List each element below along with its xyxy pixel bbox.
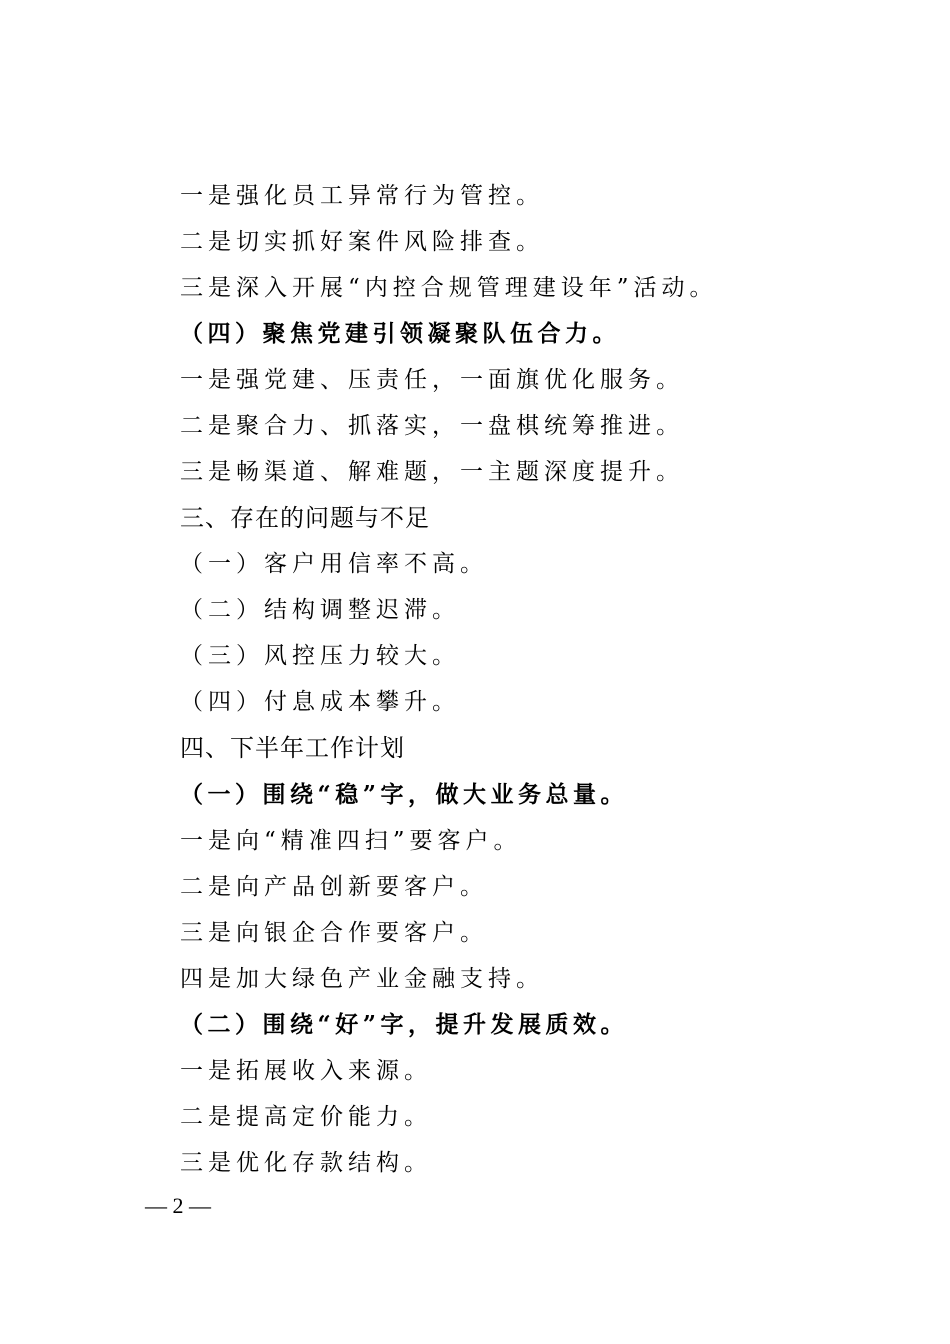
body-line: 三是优化存款结构。: [180, 1150, 432, 1176]
body-line: 二是聚合力、抓落实，一盘棋统筹推进。: [180, 413, 684, 439]
body-line: （一）客户用信率不高。: [180, 551, 488, 577]
body-line: （三）风控压力较大。: [180, 643, 460, 669]
section-heading: 四、下半年工作计划: [180, 734, 405, 762]
section-heading: 三、存在的问题与不足: [180, 504, 430, 532]
subsection-heading: （四）聚焦党建引领凝聚队伍合力。: [180, 320, 620, 347]
body-line: 二是切实抓好案件风险排查。: [180, 229, 544, 255]
subsection-heading: （二）围绕“好”字，提升发展质效。: [180, 1011, 628, 1038]
body-line: 三是向银企合作要客户。: [180, 920, 488, 946]
body-line: 一是强化员工异常行为管控。: [180, 183, 544, 209]
body-line: 一是强党建、压责任，一面旗优化服务。: [180, 367, 684, 393]
body-line: （二）结构调整迟滞。: [180, 597, 460, 623]
body-line: （四）付息成本攀升。: [180, 689, 460, 715]
body-line: 一是向“精准四扫”要客户。: [180, 828, 522, 854]
body-line: 二是向产品创新要客户。: [180, 874, 488, 900]
body-line: 三是深入开展“内控合规管理建设年”活动。: [180, 275, 718, 301]
body-line: 四是加大绿色产业金融支持。: [180, 966, 544, 992]
page-number: — 2 —: [145, 1193, 211, 1218]
body-line: 三是畅渠道、解难题，一主题深度提升。: [180, 459, 684, 485]
subsection-heading: （一）围绕“稳”字，做大业务总量。: [180, 781, 628, 808]
body-line: 二是提高定价能力。: [180, 1104, 432, 1130]
body-line: 一是拓展收入来源。: [180, 1058, 432, 1084]
